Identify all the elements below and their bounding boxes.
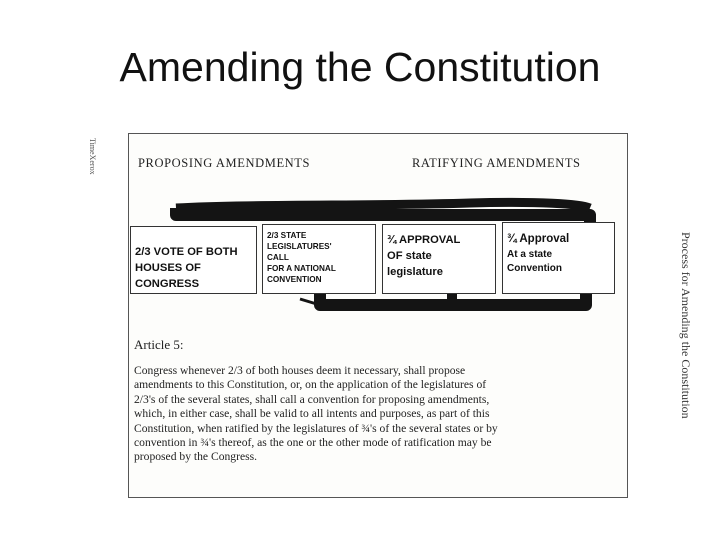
approval-box-line: ¾ APPROVAL — [387, 234, 461, 246]
slide-title: Amending the Constitution — [119, 44, 601, 90]
article-five-text — [134, 337, 620, 465]
state-convention-approval-box — [502, 222, 615, 294]
convention-box-line: ¾ Approval — [507, 233, 570, 245]
article-title: Article 5: — [134, 337, 184, 352]
scan-margin-mark: TimeXerox — [88, 138, 97, 175]
article-line: which, in either case, shall be valid to all intents and purposes, as part of this — [134, 407, 490, 421]
legis-box-line: LEGISLATURES' — [267, 242, 332, 252]
ratifying-header: RATIFYING AMENDMENTS — [412, 156, 581, 170]
article-line: Constitution, when ratified by the legislatures of ¾'s of the several states or by — [134, 421, 498, 435]
convention-box-line: Convention — [507, 263, 562, 275]
vote-box-line: CONGRESS — [135, 278, 200, 291]
article-line: proposed by the Congress. — [134, 450, 258, 464]
article-body — [134, 364, 620, 465]
proposing-header: PROPOSING AMENDMENTS — [138, 156, 311, 170]
legis-box-line: CONVENTION — [267, 275, 322, 285]
article-line: convention in ¾'s thereof, as the one or the other mode of ratification may be — [134, 436, 492, 450]
article-line: amendments to this Constitution, or, on the application of the legislatures of — [134, 378, 487, 392]
approval-box-line: OF state — [387, 250, 432, 263]
article-line: 2/3's of the several states, shall call a convention for proposing amendments, — [134, 392, 490, 406]
legislature-approval-box — [382, 224, 496, 294]
vote-both-houses-box — [130, 226, 257, 294]
convention-box-line: At a state — [507, 248, 553, 260]
article-line: Congress whenever 2/3 of both houses deem it necessary, shall propose — [134, 364, 466, 377]
side-caption: Process for Amending the Constitution — [679, 232, 693, 419]
legis-box-line: CALL — [267, 253, 289, 263]
state-legislatures-call-box — [262, 224, 376, 294]
legis-box-line: 2/3 STATE — [267, 231, 307, 240]
approval-box-line: legislature — [387, 266, 443, 279]
vote-box-line: HOUSES OF — [135, 262, 201, 275]
legis-box-line: FOR A NATIONAL — [267, 264, 336, 274]
vote-box-line: 2/3 VOTE OF BOTH — [135, 246, 238, 258]
